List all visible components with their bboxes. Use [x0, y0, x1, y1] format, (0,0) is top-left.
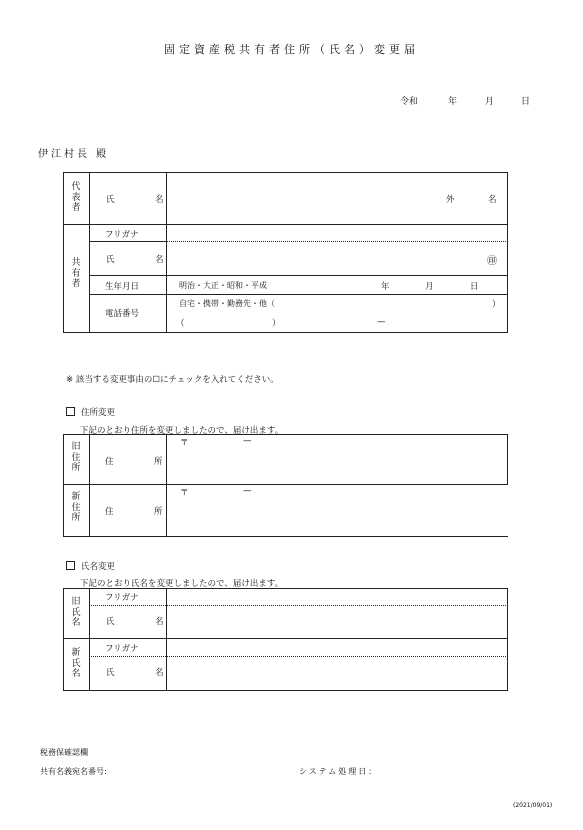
new-name-field[interactable] [168, 658, 506, 689]
dob-month: 月 [425, 282, 434, 292]
name-change-heading: 氏名変更 [81, 562, 116, 572]
phone-label: 電話番号 [105, 309, 140, 319]
new-furigana-label: フリガナ [105, 644, 139, 654]
seal-mark: ㊞ [487, 256, 497, 267]
new-postal-dash: — [243, 486, 252, 496]
others-suffix: 名 [488, 195, 497, 205]
new-name-field-label: 氏 名 [106, 668, 180, 678]
address-change-checkbox[interactable] [66, 407, 75, 416]
coowner-name-field[interactable] [168, 243, 478, 273]
new-name-label: 新氏名 [71, 648, 81, 679]
date-month: 月 [485, 97, 495, 107]
old-name-label: 旧氏名 [71, 597, 81, 628]
dob-year: 年 [381, 282, 390, 292]
phone-types[interactable]: 自宅・携帯・勤務先・他（ [179, 299, 275, 308]
date-day: 日 [521, 97, 531, 107]
coowner-name-label: 氏 名 [106, 255, 180, 265]
new-postal-mark: 〒 [180, 488, 189, 498]
old-address-field-label: 住 所 [105, 457, 179, 467]
tax-check-label: 税務保確認欄 [40, 748, 88, 757]
date-era: 令和 [400, 97, 419, 107]
old-address-field[interactable] [168, 448, 504, 482]
new-address-field[interactable] [168, 498, 504, 534]
name-change-note: 下記のとおり氏名を変更しましたので、届け出ます。 [80, 579, 284, 589]
date-year: 年 [448, 97, 458, 107]
old-name-field-label: 氏 名 [106, 617, 180, 627]
representative-label: 代表者 [71, 182, 81, 213]
new-address-label: 新住所 [71, 492, 81, 523]
furigana-label: フリガナ [105, 230, 139, 240]
old-furigana-label: フリガナ [105, 593, 139, 603]
addressee: 伊江村長 殿 [38, 149, 110, 160]
phone-close2: ） [272, 319, 281, 329]
instruction-text: ※ 該当する変更事由の☐にチェックを入れてください。 [66, 375, 279, 385]
form-title: 固定資産税共有者住所（氏名）変更届 [164, 43, 419, 56]
phone-dash: — [377, 317, 386, 327]
phone-open2: （ [176, 319, 185, 329]
name-change-option[interactable] [66, 560, 115, 572]
form-version: (2021/09/01) [513, 802, 553, 809]
coowner-label: 共有者 [71, 258, 81, 289]
old-postal-mark: 〒 [180, 438, 189, 448]
coowner-number-label: 共有名義宛名番号: [40, 767, 107, 776]
coowner-furigana-field[interactable] [168, 226, 506, 240]
address-change-note: 下記のとおり住所を変更しましたので、届け出ます。 [80, 426, 284, 436]
address-change-heading: 住所変更 [81, 408, 116, 418]
system-date-label: システム処理日： [299, 767, 379, 776]
representative-name-label: 氏 名 [106, 195, 180, 205]
dob-eras[interactable]: 明治・大正・昭和・平成 [179, 281, 267, 290]
phone-close: ） [492, 300, 501, 310]
address-change-option[interactable] [66, 406, 115, 418]
phone-number-field[interactable] [190, 316, 490, 330]
old-postal-dash: — [243, 436, 252, 446]
new-address-field-label: 住 所 [105, 507, 179, 517]
old-address-label: 旧住所 [71, 442, 81, 473]
new-furigana-field[interactable] [168, 640, 506, 654]
dob-day: 日 [470, 282, 479, 292]
old-name-field[interactable] [168, 607, 506, 636]
name-change-checkbox[interactable] [66, 561, 75, 570]
old-furigana-field[interactable] [168, 590, 506, 604]
dob-label: 生年月日 [105, 282, 140, 292]
representative-name-field[interactable] [168, 174, 438, 222]
others-label: 外 [446, 195, 455, 205]
